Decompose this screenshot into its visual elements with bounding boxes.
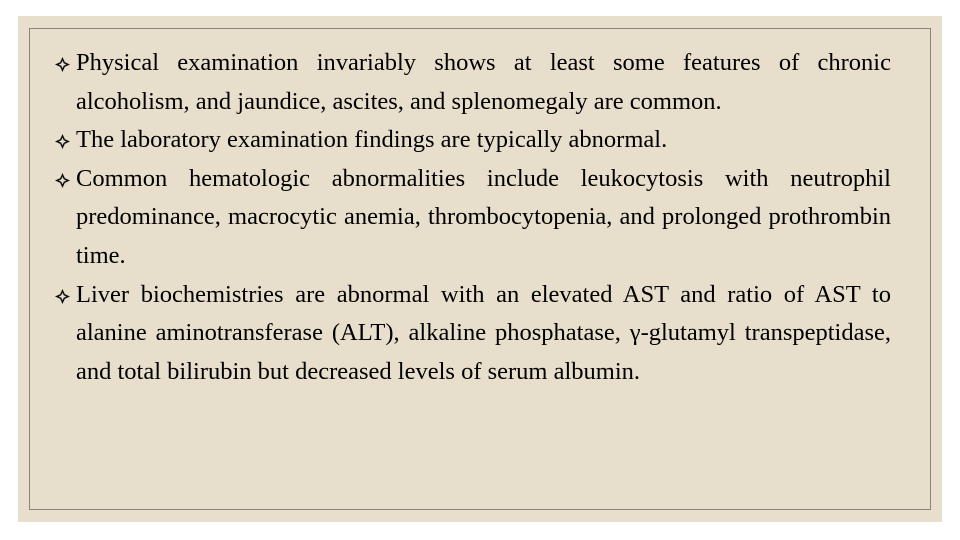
bullet-item xyxy=(55,44,891,121)
bullet-list xyxy=(55,44,891,391)
bullet-text: Liver biochemistries are abnormal with an elevated AST and ratio of AST to alanine aminotransferase (ALT), alkaline phosphatase, γ-glutamyl transpeptidase, and total bilirubin but decreased levels of serum albumin. xyxy=(76,280,891,385)
bullet-text: Physical examination invariably shows at least some features of chronic alcoholism, and jaundice, ascites, and splenomegaly are common. xyxy=(76,49,891,115)
diamond-star-bullet-icon xyxy=(55,289,70,304)
diamond-star-bullet-icon xyxy=(55,134,70,149)
bullet-text: The laboratory examination findings are typically abnormal. xyxy=(76,126,668,154)
bullet-item xyxy=(55,276,891,392)
diamond-star-bullet-icon xyxy=(55,173,70,188)
slide xyxy=(18,16,942,522)
diamond-star-bullet-icon xyxy=(55,57,70,72)
bullet-text: Common hematologic abnormalities include leukocytosis with neutrophil predominance, macrocytic anemia, thrombocytopenia, and prolonged prothrombin time. xyxy=(76,164,891,269)
bullet-item xyxy=(55,121,891,160)
bullet-item xyxy=(55,160,891,276)
